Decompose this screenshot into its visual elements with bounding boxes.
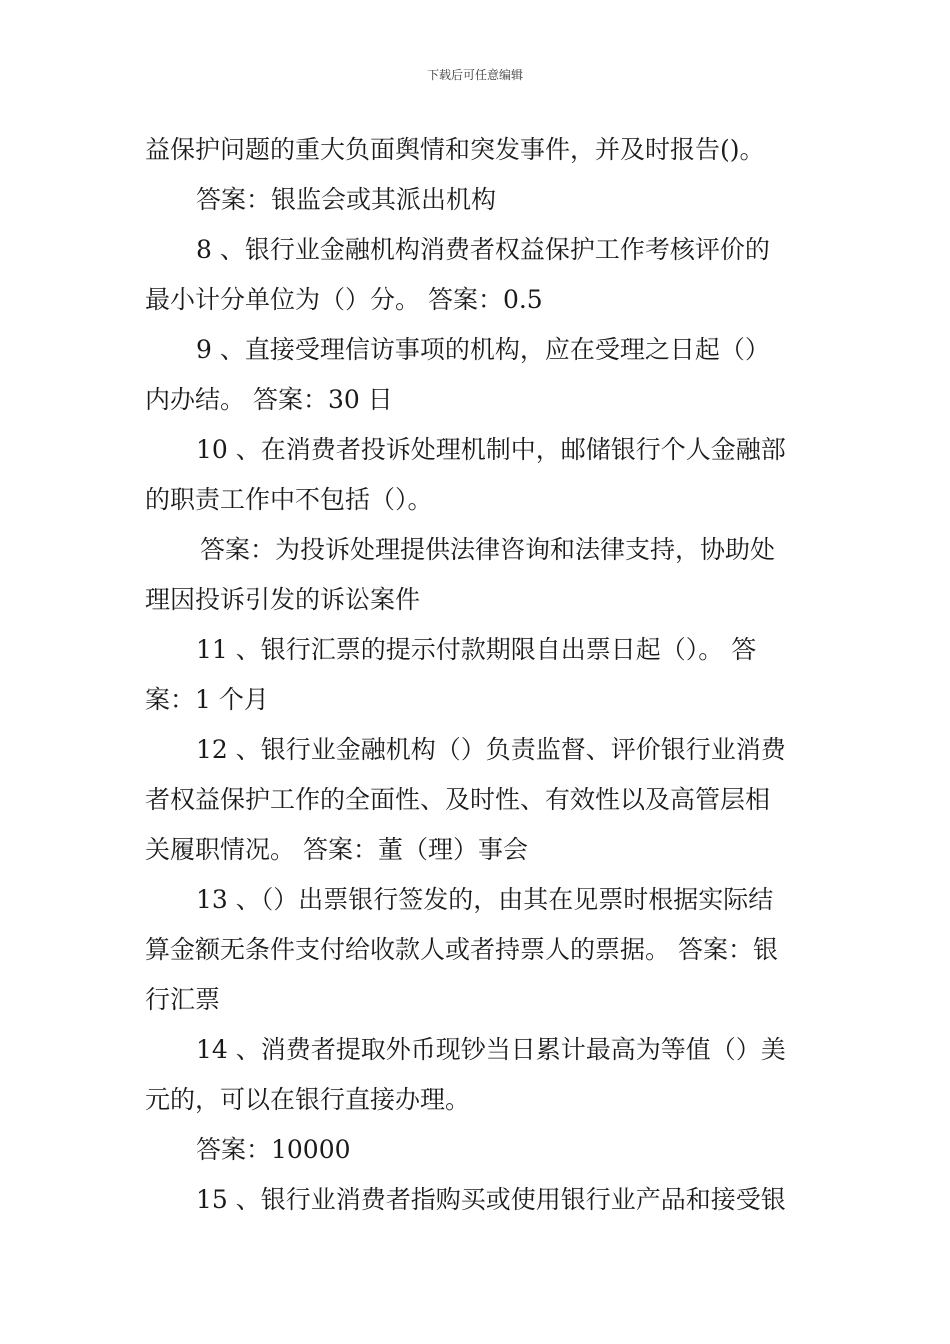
text-line: 最小计分单位为（）分。 答案：0.5 bbox=[145, 285, 543, 314]
question-line: 13 、（）出票银行签发的，由其在见票时根据实际结 bbox=[196, 885, 774, 914]
question-line: 8 、银行业金融机构消费者权益保护工作考核评价的 bbox=[196, 235, 770, 264]
text-line: 算金额无条件支付给收款人或者持票人的票据。 答案：银 bbox=[145, 935, 778, 964]
text-line: 的职责工作中不包括（）。 bbox=[145, 485, 433, 514]
question-line: 15 、银行业消费者指购买或使用银行业产品和接受银 bbox=[196, 1185, 786, 1214]
text-line: 元的，可以在银行直接办理。 bbox=[145, 1085, 471, 1114]
text-line: 内办结。 答案：30 日 bbox=[145, 385, 393, 414]
answer-line: 答案：为投诉处理提供法律咨询和法律支持，协助处 bbox=[200, 535, 776, 564]
text-line: 行汇票 bbox=[145, 985, 221, 1014]
text-line: 案：1 个月 bbox=[145, 685, 269, 714]
question-line: 10 、在消费者投诉处理机制中，邮储银行个人金融部 bbox=[196, 435, 786, 464]
page-header: 下载后可任意编辑 bbox=[426, 68, 523, 82]
text-line: 者权益保护工作的全面性、及时性、有效性以及高管层相 bbox=[145, 785, 771, 814]
question-line: 9 、直接受理信访事项的机构，应在受理之日起（） bbox=[196, 335, 770, 364]
answer-line: 答案：银监会或其派出机构 bbox=[196, 185, 497, 214]
question-line: 11 、银行汇票的提示付款期限自出票日起（）。 答 bbox=[196, 635, 757, 664]
question-line: 14 、消费者提取外币现钞当日累计最高为等值（）美 bbox=[196, 1035, 786, 1064]
text-line: 理因投诉引发的诉讼案件 bbox=[145, 585, 421, 614]
answer-line: 答案：10000 bbox=[196, 1135, 351, 1164]
question-line: 12 、银行业金融机构（）负责监督、评价银行业消费 bbox=[196, 735, 786, 764]
text-line: 关履职情况。 答案：董（理）事会 bbox=[145, 835, 528, 864]
text-line: 益保护问题的重大负面舆情和突发事件，并及时报告()。 bbox=[145, 135, 765, 164]
